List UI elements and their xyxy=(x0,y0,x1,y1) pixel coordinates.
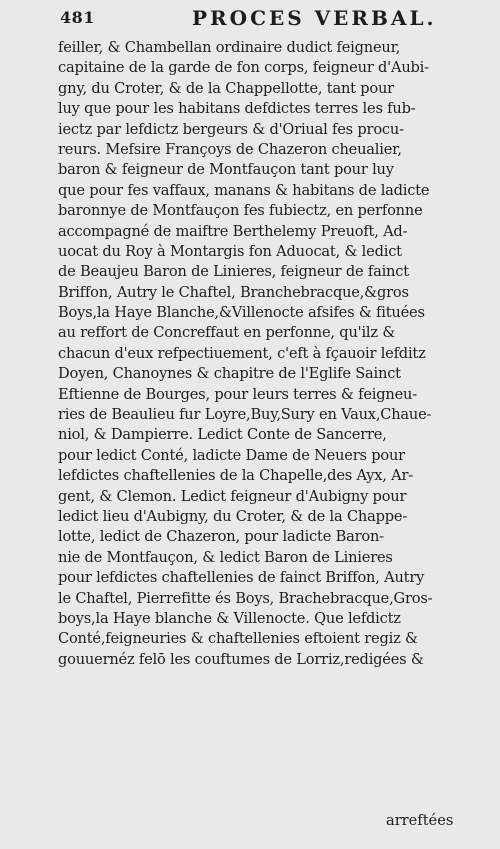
text-line: gent, & Clemon. Ledict feigneur d'Aubigny pour xyxy=(58,487,407,505)
text-line: au reffort de Concreffaut en perfonne, qu'ilz & xyxy=(58,324,396,342)
text-line: luy que pour les habitans defdictes terres les fub- xyxy=(58,100,416,118)
text-line: ries de Beaulieu fur Loyre,Buy,Sury en Vaux,Chaue- xyxy=(58,406,432,424)
text-line: pour ledict Conté, ladicte Dame de Neuers pour xyxy=(58,446,405,464)
text-line: Briffon, Autry le Chaftel, Branchebracque,&gros xyxy=(58,283,409,301)
text-line: Conté,feigneuries & chaftellenies eftoient regiz & xyxy=(58,630,418,648)
text-line: Eftienne de Bourges, pour leurs terres & feigneu- xyxy=(58,385,417,403)
page-header xyxy=(60,6,445,32)
text-line: pour lefdictes chaftellenies de fainct Briffon, Autry xyxy=(58,569,425,587)
text-line: gouuernéz felō les couftumes de Lorriz,redigées & xyxy=(58,650,424,668)
text-line: Doyen, Chanoynes & chapitre de l'Eglife Sainct xyxy=(58,365,401,383)
text-line: de Beaujeu Baron de Linieres, feigneur de fainct xyxy=(58,263,409,281)
text-line: gny, du Croter, & de la Chappellotte, tant pour xyxy=(58,79,394,97)
text-line: lefdictes chaftellenies de la Chapelle,des Ayx, Ar- xyxy=(58,467,414,485)
page-number: 481 xyxy=(60,8,95,27)
text-line: lotte, ledict de Chazeron, pour ladicte Baron- xyxy=(58,528,384,546)
text-line: capitaine de la garde de fon corps, feigneur d'Aubi- xyxy=(58,59,429,77)
text-line: niol, & Dampierre. Ledict Conte de Sancerre, xyxy=(58,426,387,444)
text-line: que pour fes vaffaux, manans & habitans de ladicte xyxy=(58,181,430,199)
text-line: le Chaftel, Pierrefitte és Boys, Brachebracque,Gros- xyxy=(58,589,433,607)
text-line: accompagné de maiftre Berthelemy Preuoft, Ad- xyxy=(58,222,408,240)
text-line: Boys,la Haye Blanche,&Villenocte afsifes & fituées xyxy=(58,304,425,322)
text-line: nie de Montfauçon, & ledict Baron de Linieres xyxy=(58,548,393,566)
text-line: baronnye de Montfauçon fes fubiectz, en perfonne xyxy=(58,202,423,220)
text-line: reurs. Mefsire Françoys de Chazeron cheualier, xyxy=(58,140,402,158)
text-line: chacun d'eux refpectiuement, c'eft à fçauoir lefditz xyxy=(58,344,426,362)
body-text xyxy=(58,38,444,670)
text-line: baron & feigneur de Montfauçon tant pour luy xyxy=(58,161,394,179)
text-line: feiller, & Chambellan ordinaire dudict feigneur, xyxy=(58,39,401,56)
running-title: PROCES VERBAL. xyxy=(192,6,437,30)
text-line: uocat du Roy à Montargis fon Aduocat, & ledict xyxy=(58,242,402,260)
text-line: ledict lieu d'Aubigny, du Croter, & de la Chappe- xyxy=(58,507,408,525)
text-line: boys,la Haye blanche & Villenocte. Que lefdictz xyxy=(58,609,401,627)
catchword: arreftées xyxy=(386,812,454,829)
text-line: iectz par lefdictz bergeurs & d'Oriual fes procu- xyxy=(58,120,404,138)
